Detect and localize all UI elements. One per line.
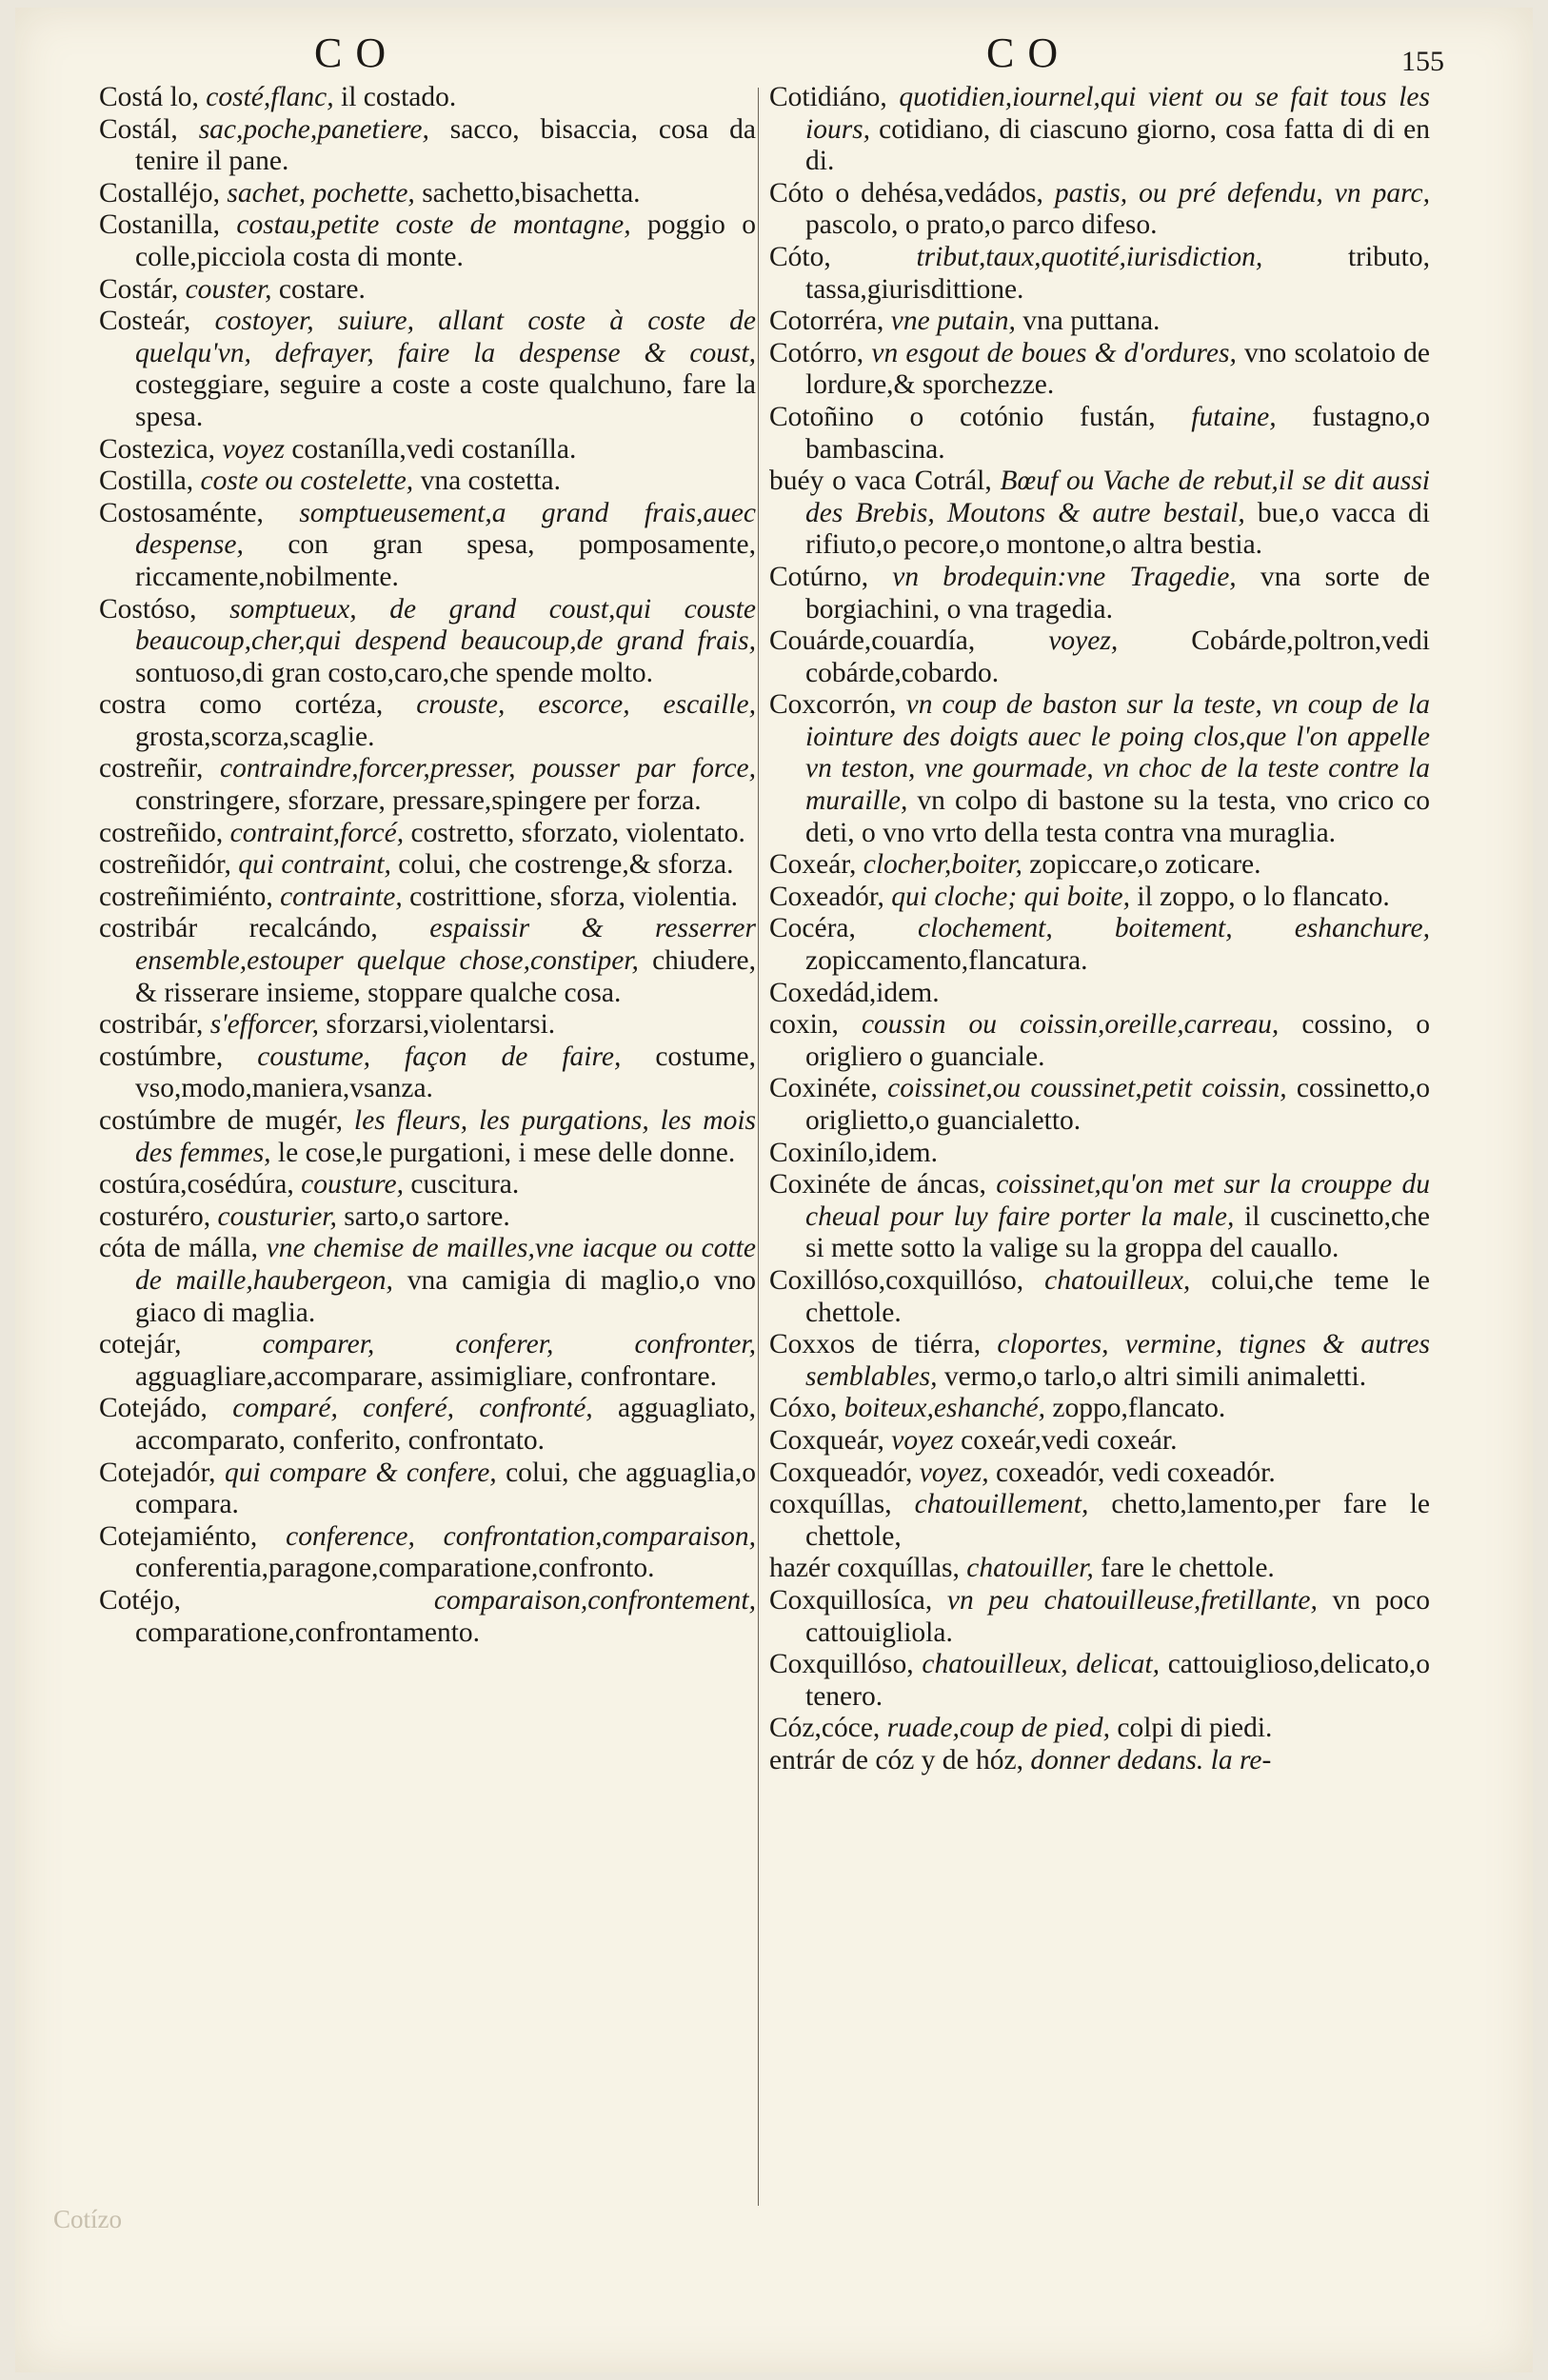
dictionary-entry — [769, 689, 1431, 849]
french-gloss: qui contraint, — [238, 849, 391, 881]
dictionary-entry — [99, 1584, 756, 1649]
headword: Coxinéte, — [769, 1073, 878, 1104]
italian-gloss: comparatione,confrontamento. — [135, 1616, 481, 1648]
dictionary-entry — [769, 1009, 1430, 1073]
dictionary-entry — [769, 466, 1430, 562]
french-gloss: sachet, pochette, — [227, 177, 415, 208]
headword: costreñidór, — [99, 849, 231, 881]
headword: Costál, — [99, 113, 178, 145]
headword: Cóto o dehésa,vedádos, — [769, 177, 1043, 208]
french-gloss: s'efforcer, — [209, 1009, 319, 1041]
headword: Cotórro, — [769, 337, 864, 368]
dictionary-entry — [99, 1041, 757, 1105]
headword: costúra,cosédúra, — [99, 1169, 294, 1200]
headword: Costóso, — [99, 593, 197, 625]
italian-gloss: vn poco cattouigliola. — [805, 1584, 1431, 1648]
italian-gloss: bue,o vacca di rifiuto,o pecore,o montone,o altra bestia. — [805, 497, 1430, 561]
french-gloss: cousture, — [301, 1169, 405, 1200]
dictionary-entry — [769, 913, 1430, 977]
italian-gloss: agguagliato, accomparato, conferito, confrontato. — [135, 1393, 757, 1456]
french-gloss: quotidien,iournel,qui vient ou se fait tous les iours, — [805, 82, 1430, 145]
dictionary-entry — [769, 849, 1430, 882]
headword: Cotejamiénto, — [99, 1520, 258, 1552]
dictionary-entry — [769, 1489, 1430, 1553]
french-gloss: ruade,coup de pied, — [886, 1713, 1110, 1744]
french-gloss: coustume, façon de faire, — [257, 1041, 622, 1072]
headword: Coxquillóso, — [769, 1649, 914, 1680]
italian-gloss: fare le chettole. — [1101, 1553, 1275, 1584]
french-gloss: voyez — [891, 1424, 954, 1456]
french-gloss: tribut,taux,quotité,iurisdiction, — [916, 241, 1263, 272]
dictionary-entry — [769, 1073, 1431, 1137]
headword: Costalléjo, — [99, 177, 221, 208]
headword: costra como cortéza, — [99, 689, 384, 721]
italian-gloss: zopiccamento,flancatura. — [805, 945, 1088, 977]
french-gloss: voyez, — [1048, 625, 1119, 657]
dictionary-entry — [769, 1713, 1430, 1745]
dictionary-entry — [99, 82, 756, 114]
headword: Coxinéte de áncas, — [769, 1169, 986, 1200]
french-gloss: vne putain, — [890, 306, 1016, 337]
french-gloss: contraint,forcé, — [229, 817, 405, 848]
italian-gloss: il cuscinetto,che si mette sotto la valige su la groppa del cauallo. — [805, 1200, 1430, 1264]
italian-gloss: vna sorte de borgiachini, o vna tragedia. — [805, 561, 1431, 625]
dictionary-entry — [99, 1233, 757, 1329]
catchword: Cotízo — [53, 2205, 122, 2233]
italian-gloss: Cobárde,poltron,vedi cobárde,cobardo. — [805, 625, 1430, 688]
headword: cóta de málla, — [99, 1233, 259, 1264]
french-gloss: costoyer, suiure, allant coste à coste de quelqu'vn, defrayer, faire la despense & coust, — [135, 306, 756, 368]
italian-gloss: constringere, sforzare, pressare,spingere per forza. — [135, 785, 702, 817]
dictionary-entry — [769, 82, 1430, 178]
dictionary-entry — [769, 1553, 1430, 1585]
italian-gloss: vn colpo di bastone su la testa, vno crico co deti, o vno vrto della testa contra vna muraglia. — [805, 785, 1431, 848]
french-gloss: somptueusement,a grand frais,auec despense, — [135, 497, 757, 561]
french-gloss: costé,flanc, — [206, 82, 334, 112]
dictionary-entry — [99, 433, 756, 466]
italian-gloss: colui, che agguaglia,o compara. — [135, 1457, 756, 1520]
italian-gloss: zopiccare,o zoticare. — [1029, 849, 1261, 881]
italian-gloss: con gran spesa, pomposamente, riccamente,nobilmente. — [135, 529, 756, 592]
headword: Cotorréra, — [769, 306, 884, 337]
french-gloss: donner dedans. la re- — [1030, 1744, 1272, 1775]
italian-gloss: colui,che teme le chettole. — [805, 1264, 1431, 1328]
italian-gloss: cuscitura. — [410, 1169, 520, 1200]
french-gloss: Bœuf ou Vache de rebut,il se dit aussi des Brebis, Moutons & autre bestail, — [805, 466, 1430, 528]
dictionary-entry — [99, 689, 756, 753]
dictionary-entry — [769, 337, 1431, 402]
headword: Coxedád,idem. — [769, 977, 940, 1008]
french-gloss: sac,poche,panetiere, — [198, 113, 429, 145]
headword: Cotejádo, — [99, 1393, 208, 1424]
french-gloss: vn esgout de boues & d'ordures, — [871, 337, 1237, 368]
dictionary-entry — [769, 1457, 1430, 1490]
dictionary-entry — [99, 1169, 756, 1201]
italian-gloss: conferentia,paragone,comparatione,confronto. — [135, 1553, 655, 1584]
french-gloss: couster, — [185, 273, 272, 305]
dictionary-entry — [99, 1457, 756, 1521]
dictionary-entry — [99, 1009, 756, 1041]
dictionary-entry — [99, 817, 756, 850]
running-head-left: CO — [314, 30, 400, 76]
italian-gloss: sontuoso,di gran costo,caro,che spende molto. — [135, 657, 653, 688]
french-gloss: costau,petite coste de montagne, — [236, 209, 631, 241]
headword: costúmbre de mugér, — [99, 1105, 344, 1136]
headword: costreñimiénto, — [99, 881, 273, 912]
column-divider — [758, 88, 759, 2206]
italian-gloss: fustagno,o bambascina. — [805, 401, 1430, 465]
french-gloss: somptueux, de grand coust,qui couste beaucoup,cher,qui despend beaucoup,de grand frais, — [135, 593, 756, 657]
headword: cotejár, — [99, 1329, 182, 1360]
french-gloss: voyez, — [919, 1457, 989, 1488]
italian-gloss: costrittione, sforza, violentia. — [409, 881, 738, 912]
headword: Coxxos de tiérra, — [769, 1329, 982, 1360]
french-gloss: contrainte, — [280, 881, 403, 912]
headword: Costilla, — [99, 466, 194, 497]
french-gloss: boiteux,eshanché, — [843, 1393, 1046, 1424]
dictionary-entry — [769, 1169, 1430, 1265]
headword: Costeár, — [99, 306, 191, 337]
headword: Cocéra, — [769, 913, 856, 944]
headword: Cotejadór, — [99, 1457, 216, 1488]
italian-gloss: il zoppo, o lo flancato. — [1137, 881, 1390, 912]
french-gloss: qui cloche; qui boite, — [891, 881, 1130, 912]
dictionary-entry — [769, 561, 1431, 625]
french-gloss: clochement, boitement, eshanchure, — [918, 913, 1430, 944]
dictionary-entry — [769, 1264, 1431, 1329]
dictionary-entry — [769, 881, 1430, 914]
italian-gloss: grosta,scorza,scaglie. — [135, 721, 375, 752]
italian-gloss: pascolo, o prato,o parco difeso. — [805, 209, 1158, 241]
italian-gloss: agguagliare,accomparare, assimigliare, confrontare. — [135, 1360, 717, 1392]
italian-gloss: vna costetta. — [420, 466, 562, 497]
italian-gloss: tributo, tassa,giurisdittione. — [805, 241, 1430, 305]
french-gloss: coissinet,ou coussinet,petit coissin, — [887, 1073, 1287, 1104]
italian-gloss: cossino, o origliero o guanciale. — [805, 1009, 1430, 1072]
headword: costribár, — [99, 1009, 204, 1041]
left-column — [99, 82, 756, 1649]
dictionary-page — [15, 8, 1533, 2372]
dictionary-entry — [99, 1200, 756, 1234]
italian-gloss: costare. — [278, 273, 366, 305]
french-gloss: coussin ou coissin,oreille,carreau, — [861, 1009, 1280, 1041]
italian-gloss: chiudere, & risserare insieme, stoppare qualche cosa. — [135, 945, 756, 1008]
dictionary-entry — [99, 306, 756, 433]
headword: Cóz,cóce, — [769, 1713, 881, 1744]
headword: Costezica, — [99, 433, 216, 465]
dictionary-entry — [769, 1393, 1430, 1425]
french-gloss: crouste, escorce, escaille, — [416, 689, 756, 721]
headword: costreñido, — [99, 817, 224, 848]
dictionary-entry — [99, 209, 757, 273]
dictionary-entry — [769, 1649, 1430, 1713]
italian-gloss: sarto,o sartore. — [344, 1200, 510, 1232]
french-gloss: chatouilleux, delicat, — [922, 1649, 1160, 1680]
headword: coxin, — [769, 1009, 839, 1041]
headword: coxquíllas, — [769, 1489, 892, 1520]
italian-gloss: costanílla,vedi costanílla. — [291, 433, 577, 465]
italian-gloss: poggio o colle,picciola costa di monte. — [135, 209, 757, 272]
french-gloss: comparaison,confrontement, — [433, 1584, 756, 1616]
headword: Cóxo, — [769, 1393, 838, 1424]
dictionary-entry — [769, 1329, 1431, 1393]
french-gloss: chatouilleux, — [1044, 1264, 1191, 1296]
headword: Costá lo, — [99, 82, 199, 112]
dictionary-entry — [99, 753, 757, 817]
italian-gloss: cattouiglioso,delicato,o tenero. — [805, 1649, 1430, 1712]
italian-gloss: il costado. — [341, 82, 457, 112]
french-gloss: contraindre,forcer,presser, pousser par force, — [220, 753, 757, 784]
headword: Costár, — [99, 273, 179, 305]
dictionary-entry — [99, 849, 756, 882]
french-gloss: chatouiller, — [966, 1553, 1094, 1584]
french-gloss: espaissir & resserrer ensemble,estouper quelque chose,constiper, — [135, 913, 756, 977]
italian-gloss: cossinetto,o origlietto,o guancialetto. — [805, 1073, 1431, 1136]
dictionary-entry — [769, 177, 1430, 242]
headword: entrár de cóz y de hóz, — [769, 1744, 1023, 1775]
headword: Coxqueadór, — [769, 1457, 913, 1488]
french-gloss: vn brodequin:vne Tragedie, — [892, 561, 1237, 592]
dictionary-entry — [769, 401, 1430, 466]
dictionary-entry — [769, 1424, 1430, 1458]
headword: costribár recalcándo, — [99, 913, 378, 944]
dictionary-entry — [99, 1105, 756, 1169]
dictionary-entry — [99, 1329, 756, 1393]
dictionary-entry — [769, 306, 1430, 338]
headword: Costosaménte, — [99, 497, 264, 528]
headword: Cotoñino o cotónio fustán, — [769, 401, 1156, 432]
dictionary-entry — [99, 466, 756, 498]
italian-gloss: zoppo,flancato. — [1052, 1393, 1226, 1424]
headword: costuréro, — [99, 1200, 211, 1232]
headword: Coxqueár, — [769, 1424, 884, 1456]
dictionary-entry — [769, 241, 1430, 306]
running-head-right: CO — [986, 30, 1072, 76]
french-gloss: vn peu chatouilleuse,fretillante, — [946, 1584, 1318, 1616]
headword: costreñir, — [99, 753, 204, 784]
italian-gloss: vna puttana. — [1022, 306, 1161, 337]
headword: Cotidiáno, — [769, 82, 887, 112]
right-column — [769, 82, 1430, 1776]
italian-gloss: vno scolatoio de lordure,& sporchezze. — [805, 337, 1431, 401]
french-gloss: chatouillement, — [914, 1489, 1089, 1520]
headword: Coxquillosíca, — [769, 1584, 933, 1616]
italian-gloss: vermo,o tarlo,o altri simili animaletti. — [943, 1360, 1367, 1392]
dictionary-entry — [769, 1584, 1431, 1649]
italian-gloss: sachetto,bisachetta. — [422, 177, 641, 208]
headword: Cotéjo, — [99, 1584, 182, 1616]
french-gloss: coste ou costelette, — [200, 466, 414, 497]
headword: Costanilla, — [99, 209, 221, 241]
headword: Cotúrno, — [769, 561, 869, 592]
french-gloss: pastis, ou pré defendu, vn parc, — [1054, 177, 1430, 208]
italian-gloss: chetto,lamento,per fare le chettole, — [805, 1489, 1430, 1552]
french-gloss: cloportes, vermine, tignes & autres semblables, — [805, 1329, 1431, 1392]
headword: Coxeadór, — [769, 881, 884, 912]
italian-gloss: sacco, bisaccia, cosa da tenire il pane. — [135, 113, 757, 177]
dictionary-entry — [99, 497, 757, 594]
french-gloss: coissinet,qu'on met sur la crouppe du cheual pour luy faire porter la male, — [805, 1169, 1430, 1232]
italian-gloss: vna camigia di maglio,o vno giaco di maglia. — [135, 1264, 757, 1328]
italian-gloss: cotidiano, di ciascuno giorno, cosa fatta di di en di. — [805, 113, 1430, 177]
dictionary-entry — [99, 1520, 756, 1585]
headword: buéy o vaca Cotrál, — [769, 466, 992, 497]
french-gloss: vne chemise de mailles,vne iacque ou cotte de maille,haubergeon, — [135, 1233, 756, 1296]
dictionary-entry — [769, 625, 1430, 689]
italian-gloss: costretto, sforzato, violentato. — [410, 817, 745, 848]
dictionary-entry — [99, 113, 757, 178]
headword: Coxillóso,coxquillóso, — [769, 1264, 1024, 1296]
french-gloss: cousturier, — [217, 1200, 337, 1232]
dictionary-entry — [769, 1137, 1430, 1170]
headword: Coxeár, — [769, 849, 857, 881]
french-gloss: comparé, conferé, confronté, — [232, 1393, 593, 1424]
italian-gloss: colui, che costrenge,& sforza. — [398, 849, 734, 881]
french-gloss: qui compare & confere, — [224, 1457, 497, 1488]
headword: Coxinílo,idem. — [769, 1137, 938, 1168]
page-number: 155 — [1401, 46, 1444, 77]
headword: costúmbre, — [99, 1041, 224, 1072]
french-gloss: clocher,boiter, — [863, 849, 1022, 881]
french-gloss: conference, confrontation,comparaison, — [286, 1520, 756, 1552]
italian-gloss: colpi di piedi. — [1117, 1713, 1273, 1744]
dictionary-entry — [99, 593, 756, 690]
headword: Cóto, — [769, 241, 831, 272]
dictionary-entry — [99, 177, 756, 210]
dictionary-entry — [99, 881, 756, 914]
french-gloss: voyez — [222, 433, 285, 465]
french-gloss: les fleurs, les purgations, les mois des femmes, — [135, 1105, 756, 1168]
italian-gloss: coxeadór, vedi coxeadór. — [996, 1457, 1276, 1488]
italian-gloss: sforzarsi,violentarsi. — [326, 1009, 556, 1041]
french-gloss: comparer, conferer, confronter, — [262, 1329, 756, 1360]
headword: Coxcorrón, — [769, 689, 897, 721]
dictionary-entry — [769, 1744, 1430, 1777]
dictionary-entry — [99, 273, 756, 307]
dictionary-entry — [99, 913, 756, 1009]
italian-gloss: costume, vso,modo,maniera,vsanza. — [135, 1041, 757, 1104]
french-gloss: futaine, — [1191, 401, 1277, 432]
dictionary-entry — [99, 1393, 757, 1457]
dictionary-entry — [769, 977, 1430, 1010]
french-gloss: vn coup de baston sur la teste, vn coup de la iointure des doigts auec le poing clos,que l'on appelle vn teston, vne gourmade, vn choc de la teste contre la muraille, — [805, 689, 1430, 817]
headword: Couárde,couardía, — [769, 625, 976, 657]
italian-gloss: le cose,le purgationi, i mese delle donne. — [277, 1137, 736, 1168]
headword: hazér coxquíllas, — [769, 1553, 960, 1584]
italian-gloss: coxeár,vedi coxeár. — [961, 1424, 1178, 1456]
italian-gloss: costeggiare, seguire a coste a coste qualchuno, fare la spesa. — [135, 369, 756, 432]
